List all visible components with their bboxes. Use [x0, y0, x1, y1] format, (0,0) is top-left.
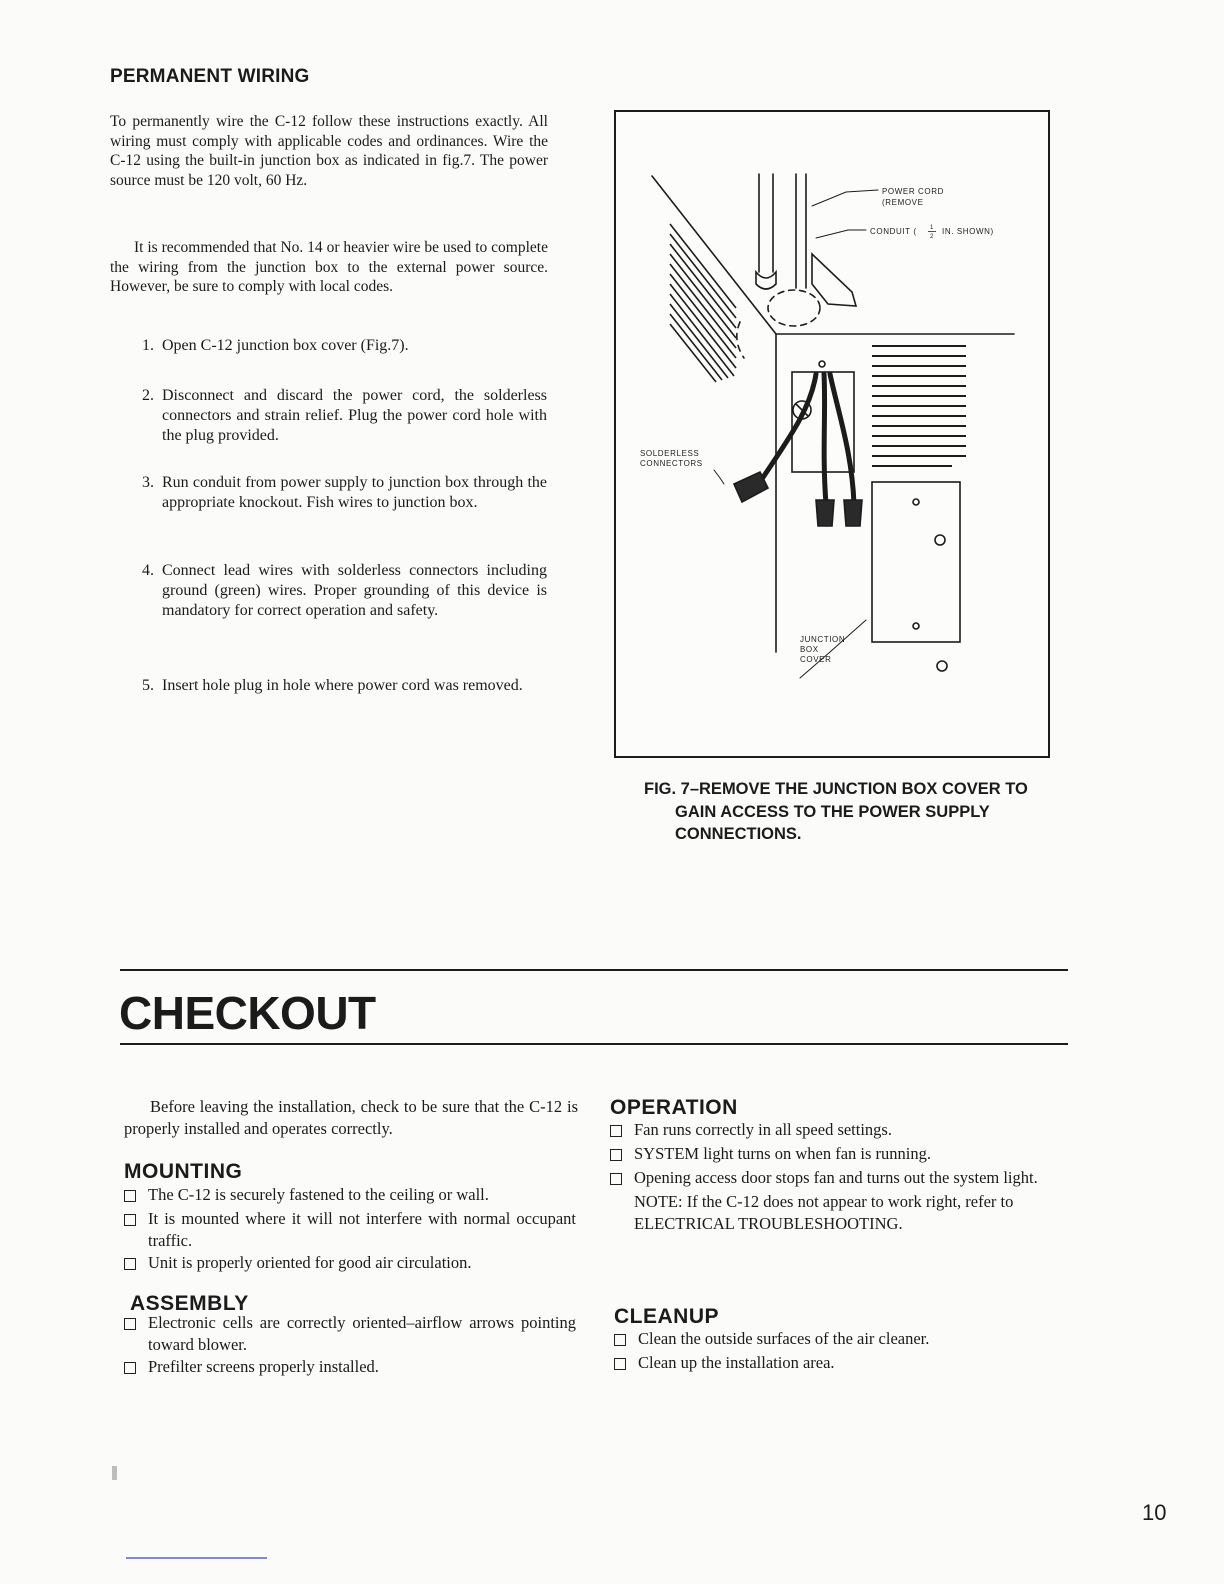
cover-hole-bottom	[913, 623, 919, 629]
operation-note	[610, 1191, 1060, 1235]
checkbox-icon	[124, 1184, 148, 1208]
mounting-list	[124, 1184, 576, 1276]
label-solderless: SOLDERLESS	[640, 449, 700, 458]
checkbox-icon	[124, 1312, 148, 1356]
checkout-title: CHECKOUT	[119, 987, 376, 1039]
solderless-leader	[714, 470, 724, 484]
step-text: Insert hole plug in hole where power cord was removed.	[162, 677, 523, 694]
checklist-text: Prefilter screens properly installed.	[148, 1357, 379, 1376]
label-connectors: CONNECTORS	[640, 459, 703, 468]
label-junction: JUNCTION	[800, 635, 846, 644]
checklist-text: SYSTEM light turns on when fan is running.	[634, 1144, 931, 1163]
checklist-item	[610, 1119, 1060, 1143]
step-text: Run conduit from power supply to junction box through the appropriate knockout. Fish wires to junction box.	[162, 474, 547, 511]
heading-operation: OPERATION	[610, 1096, 738, 1119]
label-conduit-size: IN. SHOWN)	[942, 227, 994, 236]
checkout-intro: Before leaving the installation, check to be sure that the C-12 is properly installed and operates correctly.	[124, 1097, 578, 1138]
scan-mark	[112, 1466, 117, 1480]
wall-shading-right	[872, 346, 966, 466]
checkbox-icon	[614, 1352, 638, 1376]
step-item	[142, 676, 547, 696]
step-number: 5.	[142, 677, 154, 694]
checkbox-icon	[124, 1252, 148, 1276]
section-rule-bottom	[120, 1043, 1068, 1045]
step-number: 1.	[142, 337, 154, 354]
cover-screw-bottom	[937, 661, 947, 671]
label-conduit-fraction-denominator: 2	[930, 234, 934, 240]
cover-hole-top	[913, 499, 919, 505]
step-text: Disconnect and discard the power cord, the solderless connectors and strain relief. Plug the power cord hole with the plug provided.	[162, 387, 547, 444]
checkbox-icon	[610, 1119, 634, 1143]
figure-caption	[644, 778, 1064, 846]
checklist-item	[610, 1167, 1060, 1191]
label-box: BOX	[800, 645, 819, 654]
checklist-item	[614, 1352, 1060, 1376]
checklist-item	[614, 1328, 1060, 1352]
section-rule-top	[120, 969, 1068, 971]
wire-nut-2	[816, 500, 834, 526]
wire-nut-1	[734, 472, 768, 502]
checklist-text: Fan runs correctly in all speed settings.	[634, 1120, 892, 1139]
checklist-item	[124, 1208, 576, 1252]
wire-black	[756, 374, 816, 488]
step-item	[142, 336, 547, 356]
wall-shading-left	[670, 224, 736, 382]
heading-assembly: ASSEMBLY	[130, 1292, 249, 1315]
figure-7-junction-box	[614, 110, 1050, 758]
checkbox-icon	[610, 1143, 634, 1167]
step-number: 4.	[142, 562, 154, 579]
label-conduit-fraction-numerator: 1	[930, 225, 934, 231]
paragraph-wire-gauge: It is recommended that No. 14 or heavier wire be used to complete the wiring from the junction box to the external power source. However, be sure to comply with local codes.	[110, 239, 548, 295]
knockout-arc	[737, 322, 744, 358]
checklist-text: It is mounted where it will not interfere with normal occupant traffic.	[148, 1209, 576, 1250]
checkbox-icon	[610, 1167, 634, 1191]
figure-caption-line2: GAIN ACCESS TO THE POWER SUPPLY CONNECTIONS.	[675, 802, 990, 843]
step-item	[142, 473, 547, 513]
checklist-text: Unit is properly oriented for good air circulation.	[148, 1253, 472, 1272]
checkbox-icon	[124, 1356, 148, 1380]
step-text: Connect lead wires with solderless connectors including ground (green) wires. Proper grounding of this device is mandatory for correct operation and safety.	[162, 562, 547, 619]
step-item	[142, 561, 547, 621]
figure-caption-line1: FIG. 7–REMOVE THE JUNCTION BOX COVER TO	[644, 780, 1028, 798]
conduit-fitting	[756, 272, 776, 289]
label-power-cord-remove: (REMOVE	[882, 198, 924, 207]
operation-list	[610, 1119, 1060, 1235]
operation-note-text: NOTE: If the C-12 does not appear to work right, refer to ELECTRICAL TROUBLESHOOTING.	[634, 1192, 1014, 1233]
checklist-text: Clean up the installation area.	[638, 1353, 835, 1372]
cleanup-list	[614, 1328, 1060, 1376]
box-screw-hole	[819, 361, 825, 367]
section-heading-permanent-wiring: PERMANENT WIRING	[110, 66, 310, 87]
label-conduit: CONDUIT (	[870, 227, 917, 236]
footer-underline	[126, 1557, 267, 1559]
checklist-item	[124, 1356, 576, 1380]
heading-cleanup: CLEANUP	[614, 1305, 720, 1328]
checklist-text: Opening access door stops fan and turns out the system light.	[634, 1168, 1038, 1187]
knockout-circle	[768, 290, 820, 326]
label-power-cord: POWER CORD	[882, 187, 944, 196]
checklist-item	[124, 1312, 576, 1356]
conduit-leader	[816, 230, 866, 238]
label-cover: COVER	[800, 655, 832, 664]
checklist-text: Electronic cells are correctly oriented–airflow arrows pointing toward blower.	[148, 1313, 576, 1354]
step-item	[142, 386, 547, 446]
wire-nut-3	[844, 500, 862, 526]
power-cord-leader	[812, 190, 878, 206]
checklist-text: The C-12 is securely fastened to the ceiling or wall.	[148, 1185, 489, 1204]
heading-mounting: MOUNTING	[124, 1160, 243, 1183]
step-text: Open C-12 junction box cover (Fig.7).	[162, 337, 409, 354]
checklist-item	[124, 1184, 576, 1208]
checklist-item	[124, 1252, 576, 1276]
junction-box-illustration	[616, 112, 1048, 756]
checkbox-icon	[124, 1208, 148, 1252]
cover-screw-top	[935, 535, 945, 545]
wire-green	[830, 374, 854, 504]
paragraph-intro: To permanently wire the C-12 follow these instructions exactly. All wiring must comply with applicable codes and ordinances. Wire the C-12 using the built-in junction box as indicated in fig.7. The power source must be 120 volt, 60 Hz.	[110, 113, 548, 189]
strain-relief-clamp	[812, 254, 856, 306]
step-number: 2.	[142, 387, 154, 404]
page-number: 10	[1142, 1500, 1167, 1525]
assembly-list	[124, 1312, 576, 1380]
checkbox-icon	[614, 1328, 638, 1352]
checklist-text: Clean the outside surfaces of the air cleaner.	[638, 1329, 930, 1348]
checklist-item	[610, 1143, 1060, 1167]
step-number: 3.	[142, 474, 154, 491]
junction-box-cover	[872, 482, 960, 642]
wire-white	[824, 374, 826, 504]
